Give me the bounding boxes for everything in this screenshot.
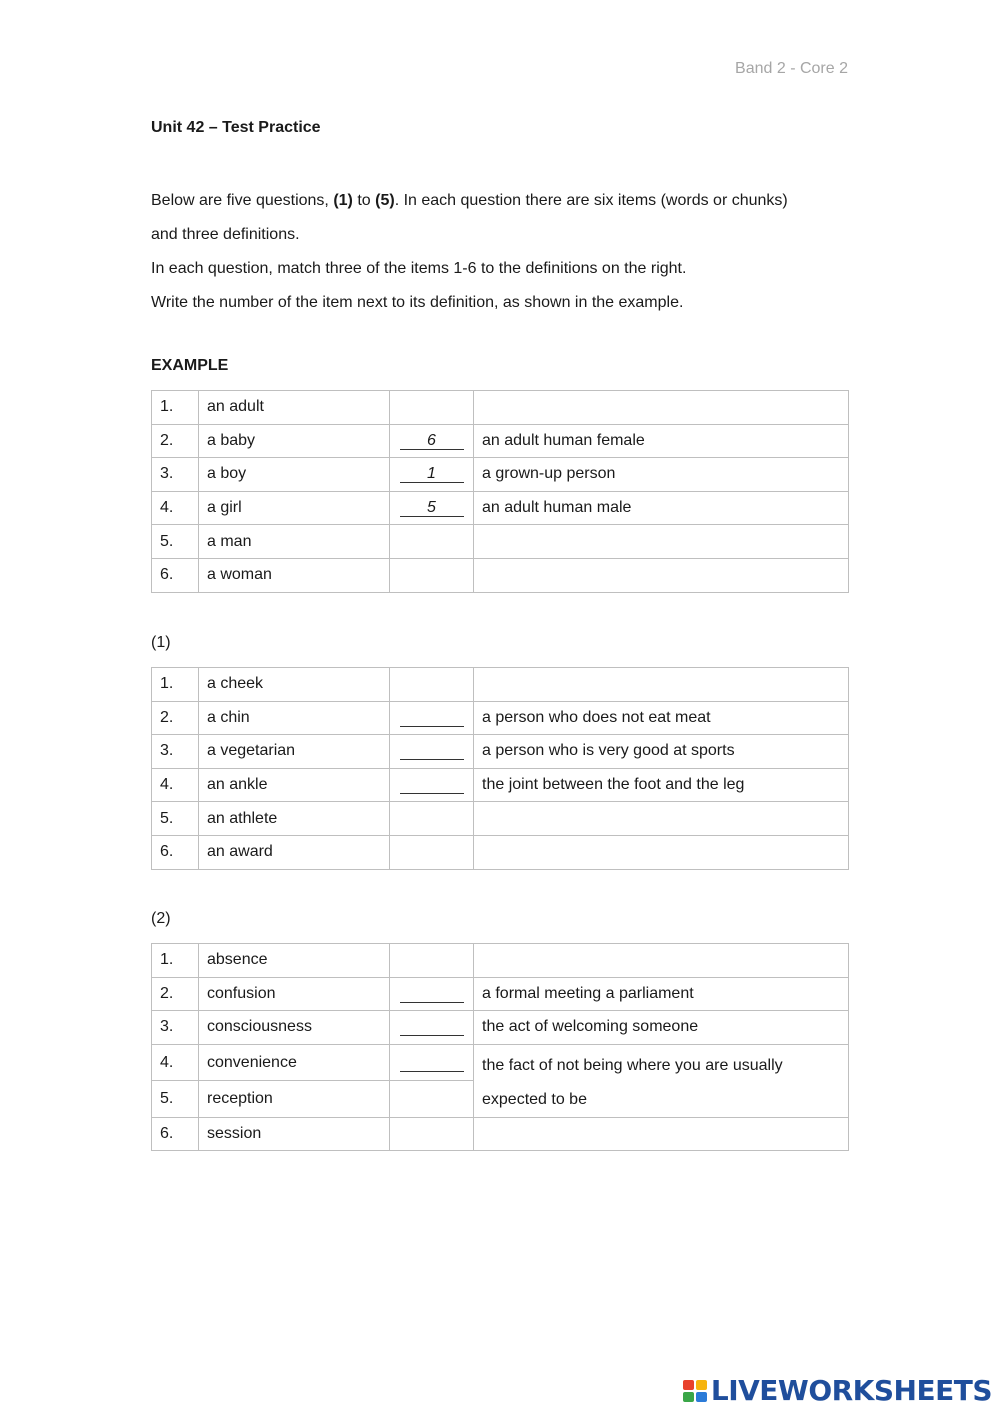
definition-cell: [474, 944, 849, 978]
item-number: 6.: [152, 1117, 199, 1151]
answer-cell: [390, 491, 474, 525]
table-row: [152, 391, 849, 425]
answer-cell: [390, 525, 474, 559]
item-word: an ankle: [199, 768, 390, 802]
item-number: 3.: [152, 458, 199, 492]
answer-cell: [390, 391, 474, 425]
definition-cell: [474, 525, 849, 559]
answer-blank: 1: [400, 465, 464, 483]
answer-cell: [390, 668, 474, 702]
table-row: [152, 944, 849, 978]
page-title: Unit 42 – Test Practice: [151, 119, 321, 136]
definition-cell: a grown-up person: [474, 458, 849, 492]
table-row: [152, 668, 849, 702]
item-number: 2.: [152, 977, 199, 1011]
table-row: [152, 735, 849, 769]
definition-cell: [474, 835, 849, 869]
definition-cell: a person who is very good at sports: [474, 735, 849, 769]
table-row: [152, 558, 849, 592]
item-number: 3.: [152, 1011, 199, 1045]
item-number: 4.: [152, 768, 199, 802]
table-row: [152, 424, 849, 458]
item-number: 4.: [152, 491, 199, 525]
item-word: convenience: [199, 1044, 390, 1081]
table-row: [152, 1011, 849, 1045]
example-label: EXAMPLE: [151, 357, 229, 374]
item-number: 1.: [152, 944, 199, 978]
definition-cell: [474, 802, 849, 836]
item-word: absence: [199, 944, 390, 978]
instruction-line-1: [151, 184, 851, 218]
item-number: 5.: [152, 525, 199, 559]
answer-cell: [390, 977, 474, 1011]
logo-square: [683, 1392, 694, 1402]
definition-cell: [474, 558, 849, 592]
answer-cell: [390, 944, 474, 978]
answer-blank[interactable]: [400, 776, 464, 794]
answer-cell: [390, 424, 474, 458]
item-word: an award: [199, 835, 390, 869]
item-word: a chin: [199, 701, 390, 735]
table-row: [152, 835, 849, 869]
table-row: [152, 491, 849, 525]
definition-cell: [474, 668, 849, 702]
definition-cell: the act of welcoming someone: [474, 1011, 849, 1045]
table-row: [152, 768, 849, 802]
instruction-text: . In each question there are six items (words or chunks): [394, 192, 788, 209]
logo-icon: [683, 1380, 707, 1402]
table-row: [152, 458, 849, 492]
definition-cell: an adult human male: [474, 491, 849, 525]
definition-cell: an adult human female: [474, 424, 849, 458]
item-number: 5.: [152, 1081, 199, 1118]
instructions: [151, 184, 851, 320]
instruction-text: Below are five questions,: [151, 192, 334, 209]
item-word: confusion: [199, 977, 390, 1011]
answer-cell: [390, 1011, 474, 1045]
item-word: an athlete: [199, 802, 390, 836]
answer-blank: 5: [400, 499, 464, 517]
instruction-line-4: Write the number of the item next to its definition, as shown in the example.: [151, 294, 684, 311]
answer-cell: [390, 802, 474, 836]
question-1-label: (1): [151, 634, 171, 651]
instruction-text: to: [352, 192, 376, 209]
question-2-table: [151, 943, 849, 1151]
header-note: Band 2 - Core 2: [735, 60, 848, 77]
item-number: 6.: [152, 835, 199, 869]
instruction-bold: (1): [333, 192, 353, 209]
item-word: a woman: [199, 558, 390, 592]
answer-cell: [390, 768, 474, 802]
item-word: a vegetarian: [199, 735, 390, 769]
logo-square: [696, 1392, 707, 1402]
table-row: [152, 977, 849, 1011]
definition-cell: the joint between the foot and the leg: [474, 768, 849, 802]
logo-square: [683, 1380, 694, 1390]
instruction-line-3: In each question, match three of the items 1-6 to the definitions on the right.: [151, 260, 687, 277]
item-number: 5.: [152, 802, 199, 836]
answer-cell: [390, 701, 474, 735]
answer-blank[interactable]: [400, 1054, 464, 1072]
item-number: 4.: [152, 1044, 199, 1081]
definition-cell: a person who does not eat meat: [474, 701, 849, 735]
item-word: an adult: [199, 391, 390, 425]
question-1-table: [151, 667, 849, 870]
item-number: 2.: [152, 424, 199, 458]
instruction-line-2: and three definitions.: [151, 226, 300, 243]
item-number: 1.: [152, 668, 199, 702]
logo-square: [696, 1380, 707, 1390]
item-number: 6.: [152, 558, 199, 592]
item-word: session: [199, 1117, 390, 1151]
item-word: a man: [199, 525, 390, 559]
item-number: 1.: [152, 391, 199, 425]
logo-text: LIVEWORKSHEETS: [710, 1374, 992, 1407]
instruction-bold: (5): [375, 192, 395, 209]
answer-cell: [390, 1117, 474, 1151]
definition-cell: the fact of not being where you are usually expected to be: [474, 1044, 849, 1117]
table-row: [152, 525, 849, 559]
table-row: [152, 802, 849, 836]
item-word: a girl: [199, 491, 390, 525]
item-word: consciousness: [199, 1011, 390, 1045]
item-word: a cheek: [199, 668, 390, 702]
definition-cell: [474, 1117, 849, 1151]
item-word: a boy: [199, 458, 390, 492]
answer-cell: [390, 835, 474, 869]
item-word: a baby: [199, 424, 390, 458]
item-word: reception: [199, 1081, 390, 1118]
answer-cell: [390, 558, 474, 592]
item-number: 3.: [152, 735, 199, 769]
table-row: [152, 1117, 849, 1151]
question-2-label: (2): [151, 910, 171, 927]
definition-cell: a formal meeting a parliament: [474, 977, 849, 1011]
example-table: [151, 390, 849, 593]
answer-blank[interactable]: [400, 1018, 464, 1036]
answer-blank[interactable]: [400, 985, 464, 1003]
table-row: [152, 701, 849, 735]
answer-blank: 6: [400, 432, 464, 450]
liveworksheets-logo: [683, 1374, 992, 1407]
answer-cell: [390, 735, 474, 769]
item-number: 2.: [152, 701, 199, 735]
answer-cell: [390, 1044, 474, 1081]
definition-cell: [474, 391, 849, 425]
answer-blank[interactable]: [400, 709, 464, 727]
answer-blank[interactable]: [400, 742, 464, 760]
answer-cell: [390, 1081, 474, 1118]
answer-cell: [390, 458, 474, 492]
table-row: [152, 1044, 849, 1081]
